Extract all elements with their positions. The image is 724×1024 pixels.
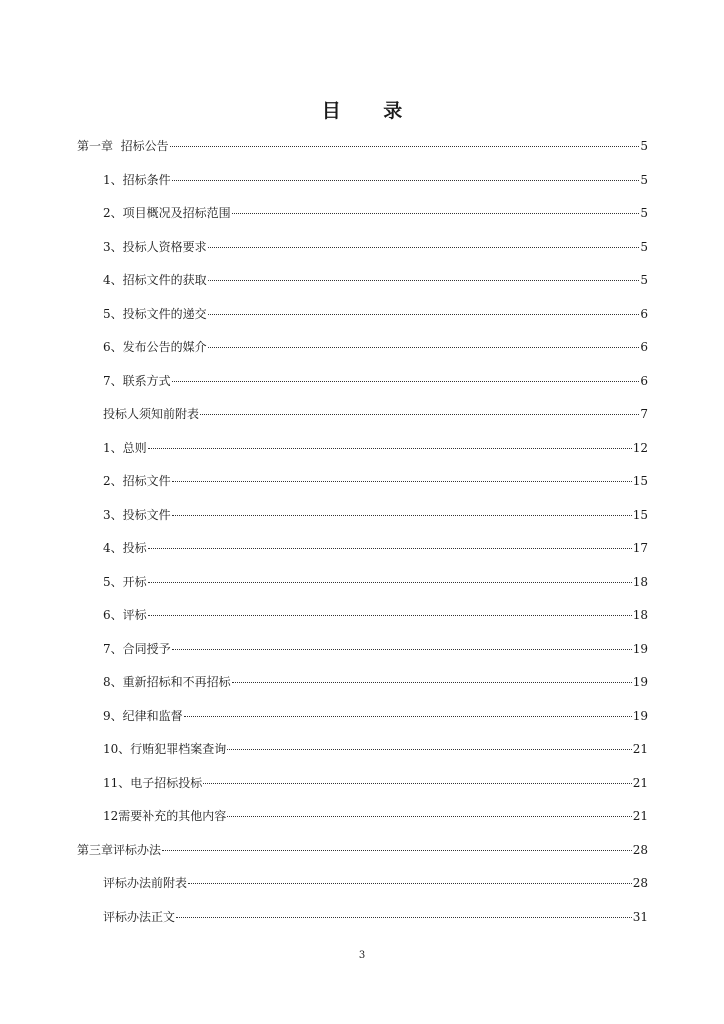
toc-entry-title: 10、行贿犯罪档案查询 [103, 742, 227, 756]
toc-entry-page: 5 [640, 172, 648, 187]
toc-entry-row [103, 873, 648, 893]
toc-entry-page: 6 [640, 373, 648, 388]
toc-entry-title: 第三章评标办法 [77, 842, 162, 857]
toc-entry-title: 3、投标文件 [103, 507, 171, 522]
dot-leader [188, 883, 632, 884]
toc-entry-page: 21 [632, 742, 648, 756]
toc-entry[interactable] [0, 404, 724, 424]
toc-entry-title: 6、发布公告的媒介 [103, 340, 207, 354]
toc-entry-row [103, 739, 648, 759]
toc-entry[interactable] [0, 170, 724, 190]
toc-entry-page: 12 [632, 440, 648, 455]
toc-entry-page: 5 [640, 239, 648, 254]
toc-entry-row [103, 706, 648, 726]
dot-leader [200, 414, 639, 415]
toc-entry[interactable] [0, 672, 724, 692]
toc-entry-row [103, 270, 648, 290]
dot-leader [172, 649, 632, 650]
toc-entry[interactable] [0, 203, 724, 223]
toc-entry-row [103, 237, 648, 257]
toc-entry-title: 评标办法正文 [103, 909, 176, 924]
toc-entry-page: 5 [640, 206, 648, 220]
toc-entry-title: 2、招标文件 [103, 474, 171, 488]
toc-entry-row [103, 505, 648, 525]
toc-entry-page: 6 [640, 306, 648, 321]
toc-entry-title: 1、总则 [103, 440, 147, 455]
toc-entry-row [103, 371, 648, 391]
dot-leader [172, 481, 632, 482]
toc-entry-title: 7、合同授予 [103, 641, 171, 656]
dot-leader [208, 314, 640, 315]
toc-entry-title: 6、评标 [103, 608, 147, 622]
toc-entry[interactable] [0, 270, 724, 290]
toc-entry-page: 28 [632, 876, 648, 890]
toc-entry-row [103, 471, 648, 491]
toc-entry[interactable] [0, 605, 724, 625]
toc-entry[interactable] [0, 505, 724, 525]
dot-leader [172, 515, 632, 516]
dot-leader [232, 682, 632, 683]
toc-entry-page: 28 [632, 842, 648, 857]
toc-entry-page: 18 [632, 574, 648, 589]
dot-leader [232, 213, 640, 214]
toc-entry-title: 2、项目概况及招标范围 [103, 206, 231, 220]
dot-leader [148, 448, 632, 449]
toc-entry-page: 21 [632, 775, 648, 790]
toc-entry-page: 19 [632, 641, 648, 656]
toc-entry[interactable] [0, 706, 724, 726]
toc-entry-row [103, 304, 648, 324]
dot-leader [203, 783, 631, 784]
toc-entry-title: 评标办法前附表 [103, 876, 188, 890]
dot-leader [148, 615, 632, 616]
toc-entry[interactable] [0, 907, 724, 927]
page-number: 3 [358, 950, 366, 961]
toc-entry-page: 21 [632, 809, 648, 823]
toc-entry-row [103, 404, 648, 424]
toc-entry-row [103, 538, 648, 558]
toc-entry-row [103, 337, 648, 357]
toc-entry[interactable] [0, 572, 724, 592]
dot-leader [148, 582, 632, 583]
toc-entry[interactable] [0, 304, 724, 324]
toc-entry[interactable] [0, 337, 724, 357]
toc-entry-page: 17 [632, 541, 648, 555]
toc-entry-row [103, 672, 648, 692]
toc-entry-page: 19 [632, 675, 648, 689]
toc-entry-page: 15 [632, 474, 648, 488]
toc-entry-page: 5 [640, 273, 648, 287]
dot-leader [172, 180, 640, 181]
toc-entry[interactable] [0, 538, 724, 558]
toc-entry-row [77, 840, 648, 860]
toc-entry-page: 19 [632, 708, 648, 723]
dot-leader [172, 381, 640, 382]
toc-entry-page: 31 [632, 909, 648, 924]
toc-entry-title: 1、招标条件 [103, 172, 171, 187]
dot-leader [227, 816, 631, 817]
toc-entry-page: 15 [632, 507, 648, 522]
toc-entry[interactable] [0, 806, 724, 826]
toc-entry[interactable] [0, 840, 724, 860]
dot-leader [184, 716, 632, 717]
toc-entry-title: 第一章 招标公告 [77, 139, 169, 153]
toc-entry-title: 5、开标 [103, 574, 147, 589]
toc-entry-row [103, 203, 648, 223]
toc-entry[interactable] [0, 471, 724, 491]
toc-entry-title: 8、重新招标和不再招标 [103, 675, 231, 689]
toc-entry-page: 7 [640, 407, 648, 421]
toc-entry-title: 3、投标人资格要求 [103, 239, 207, 254]
dot-leader [208, 347, 640, 348]
toc-entry[interactable] [0, 873, 724, 893]
toc-entry-row [103, 170, 648, 190]
dot-leader [208, 247, 640, 248]
toc-entry-row [103, 572, 648, 592]
toc-entry-title: 投标人须知前附表 [103, 407, 200, 421]
toc-entry-title: 9、纪律和监督 [103, 708, 183, 723]
toc-entry-title: 5、投标文件的递交 [103, 306, 207, 321]
toc-entry[interactable] [0, 237, 724, 257]
dot-leader [148, 548, 632, 549]
dot-leader [208, 280, 640, 281]
toc-entry-row [103, 773, 648, 793]
toc-entry[interactable] [0, 773, 724, 793]
page-title: 目 录 [321, 100, 421, 122]
toc-entry-page: 6 [640, 340, 648, 354]
toc-entry-row [103, 806, 648, 826]
toc-entry-row [103, 907, 648, 927]
toc-entry-title: 11、电子招标投标 [103, 775, 203, 790]
dot-leader [170, 146, 640, 147]
toc-entry-title: 12需要补充的其他内容 [103, 809, 227, 823]
toc-entry[interactable] [0, 438, 724, 458]
toc-entry[interactable] [0, 136, 724, 156]
dot-leader [162, 850, 632, 851]
toc-entry-row [103, 605, 648, 625]
toc-entry-page: 5 [640, 139, 648, 153]
toc-entry-row [103, 438, 648, 458]
toc-entry[interactable] [0, 639, 724, 659]
dot-leader [176, 917, 632, 918]
toc-entry-title: 4、投标 [103, 541, 147, 555]
toc-entry-title: 4、招标文件的获取 [103, 273, 207, 287]
dot-leader [227, 749, 631, 750]
toc-entry-page: 18 [632, 608, 648, 622]
toc-entry-title: 7、联系方式 [103, 373, 171, 388]
toc-entry[interactable] [0, 371, 724, 391]
toc-entry-row [77, 136, 648, 156]
toc-entry-row [103, 639, 648, 659]
toc-entry[interactable] [0, 739, 724, 759]
